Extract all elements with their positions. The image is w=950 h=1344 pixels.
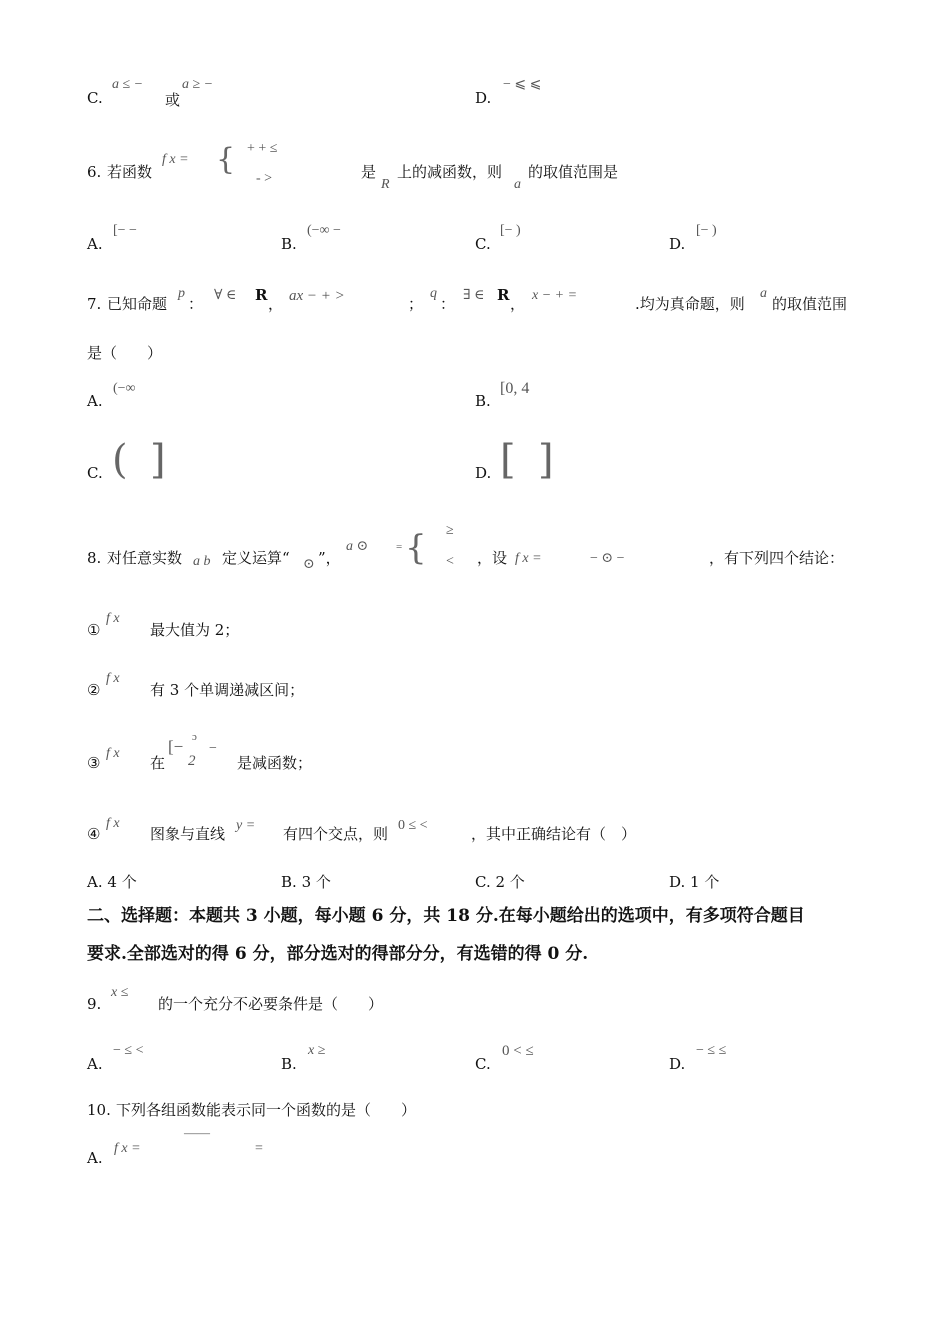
question-9-text: 的一个充分不必要条件是（ ） — [158, 995, 384, 1013]
piecewise-brace: { — [216, 142, 236, 177]
reals-symbol: R — [255, 286, 268, 304]
operation-def: a ⊙ — [346, 539, 369, 554]
q9-option-c-label: C. — [475, 1055, 491, 1073]
q6-option-c-math: [− ) — [500, 223, 521, 238]
conclusion-3-math: [− — [168, 737, 184, 756]
q9-option-c-math: 0 < ≤ — [502, 1043, 534, 1059]
proposition-q-expr: x − + = — [532, 288, 578, 303]
q9-option-d-math: − ≤ ≤ — [696, 1043, 727, 1058]
q8-option-b: B. 3 个 — [281, 873, 331, 891]
operation-case-1: ≥ — [446, 523, 454, 538]
exists-expr: ∃ ∈ — [463, 288, 485, 303]
q6-option-d-math: [− ) — [696, 223, 717, 238]
q10-option-a-math-2: = — [255, 1141, 263, 1156]
question-6-R: R — [381, 177, 390, 192]
question-8-expr: − ⊙ − — [590, 551, 625, 566]
question-8-number: 8. — [87, 549, 102, 567]
question-6-fx: f x = — [162, 152, 189, 167]
q8-option-c: C. 2 个 — [475, 873, 525, 891]
question-6-case-1: + + ≤ — [247, 141, 278, 156]
comma: ， — [268, 295, 284, 313]
question-7-text: 已知命题 — [107, 295, 168, 313]
question-6-text-2: 是 — [361, 163, 377, 181]
q9-option-d-label: D. — [669, 1055, 686, 1073]
q10-option-a-label: A. — [87, 1149, 103, 1167]
q9-option-b-label: B. — [281, 1055, 297, 1073]
q6-option-a-math: [− − — [113, 223, 137, 238]
conclusion-4-y: y = — [236, 818, 256, 833]
question-7-text-4: 是（ ） — [87, 344, 163, 362]
question-7-a: a — [760, 286, 767, 301]
conclusion-4-mark: ④ — [87, 825, 101, 843]
question-7-p: p — [178, 286, 185, 301]
conclusion-3-text: 是减函数； — [237, 754, 313, 772]
q7-option-a-math: (−∞ — [113, 381, 136, 396]
question-7-text-3: 的取值范围 — [772, 295, 848, 313]
question-9-math: x ≤ — [111, 985, 129, 1000]
option-c-label: C. — [87, 89, 103, 107]
conclusion-2-mark: ② — [87, 681, 101, 699]
question-6-number: 6. — [87, 163, 102, 181]
question-8-text-4: ，设 — [477, 549, 508, 567]
q8-option-a: A. 4 个 — [87, 873, 137, 891]
question-6-a: a — [514, 177, 521, 192]
q9-option-a-math: − ≤ < — [113, 1043, 144, 1058]
option-d-label: D. — [475, 89, 492, 107]
section-2-heading-2: 要求.全部选对的得 6 分，部分选对的得部分分，有选错的得 0 分. — [87, 944, 589, 964]
conclusion-1-mark: ① — [87, 621, 101, 639]
question-10-number: 10. — [87, 1101, 111, 1119]
question-7-text-2: .均为真命题，则 — [635, 295, 745, 313]
operation-case-2: < — [446, 554, 454, 569]
piecewise-brace-2: { — [405, 528, 427, 568]
q7-option-b-label: B. — [475, 392, 491, 410]
q6-option-a-label: A. — [87, 235, 103, 253]
fraction-numerator: ɔ — [192, 731, 197, 743]
conclusion-3-in: 在 — [150, 754, 166, 772]
question-8-ab: a b — [193, 554, 211, 569]
question-6-text: 若函数 — [107, 163, 153, 181]
question-9-number: 9. — [87, 995, 102, 1013]
comma-2: ， — [510, 295, 526, 313]
question-8-text: 对任意实数 — [107, 549, 183, 567]
conclusion-4-text-2: 有四个交点，则 — [283, 825, 389, 843]
odot-symbol: ⊙ — [303, 557, 315, 572]
question-8-fx: f x = — [515, 551, 542, 566]
q9-option-a-label: A. — [87, 1055, 103, 1073]
question-8-text-2: 定义运算“ — [222, 549, 290, 567]
question-6-text-3: 上的减函数，则 — [397, 163, 503, 181]
colon-2: ： — [440, 295, 456, 313]
conclusion-2-text: 有 3 个单调递减区间； — [150, 681, 305, 699]
question-7-number: 7. — [87, 295, 102, 313]
q6-option-c-label: C. — [475, 235, 491, 253]
bracket-right-2: ] — [538, 437, 554, 483]
option-c-math: a ≤ − — [112, 77, 144, 92]
semicolon: ； — [408, 295, 424, 313]
conclusion-1-fx: f x — [106, 611, 120, 626]
question-8-text-3: ”， — [318, 549, 341, 567]
conclusion-3-fraction: 2 — [188, 753, 196, 769]
q10-option-a-math: f x = — [114, 1141, 141, 1156]
option-c-or: 或 — [165, 91, 181, 109]
q6-option-d-label: D. — [669, 235, 686, 253]
q7-option-c-label: C. — [87, 464, 103, 482]
paren-left: ( — [112, 437, 128, 483]
proposition-p-expr: ax − + > — [289, 288, 345, 304]
q6-option-b-label: B. — [281, 235, 297, 253]
conclusion-2-fx: f x — [106, 671, 120, 686]
operation-eq: = — [396, 541, 403, 553]
q6-option-b-math: (−∞ − — [307, 223, 341, 238]
bracket-left: [ — [500, 437, 516, 483]
conclusion-1-text: 最大值为 2； — [150, 621, 240, 639]
conclusion-4-text-3: ，其中正确结论有（ ） — [471, 825, 637, 843]
question-6-text-4: 的取值范围是 — [528, 163, 619, 181]
bracket-right: ] — [150, 437, 166, 483]
forall-expr: ∀ ∈ — [214, 288, 237, 303]
conclusion-3-fx: f x — [106, 746, 120, 761]
reals-symbol-2: R — [497, 286, 510, 304]
colon: ： — [188, 295, 204, 313]
conclusion-4-text-1: 图象与直线 — [150, 825, 226, 843]
question-6-case-2: - > — [256, 171, 273, 186]
section-2-heading: 二、选择题：本题共 3 小题，每小题 6 分，共 18 分.在每小题给出的选项中，有多项符合题目 — [87, 906, 805, 926]
q7-option-b-math: [0, 4 — [500, 380, 530, 397]
option-d-math: − ⩽ ⩽ — [503, 77, 542, 92]
q7-option-a-label: A. — [87, 392, 103, 410]
conclusion-3-mark: ③ — [87, 754, 101, 772]
conclusion-3-minus: − — [209, 741, 217, 756]
q8-option-d: D. 1 个 — [669, 873, 720, 891]
question-7-q: q — [430, 286, 437, 301]
q7-option-d-label: D. — [475, 464, 492, 482]
question-10-text: 下列各组函数能表示同一个函数的是（ ） — [116, 1101, 417, 1119]
sqrt-overbar: —— — [184, 1125, 210, 1140]
question-8-text-5: ，有下列四个结论： — [709, 549, 845, 567]
q9-option-b-math: x ≥ — [308, 1043, 326, 1058]
conclusion-4-fx: f x — [106, 816, 120, 831]
conclusion-4-math: 0 ≤ < — [398, 818, 428, 833]
option-c-math2: a ≥ − — [182, 77, 214, 92]
